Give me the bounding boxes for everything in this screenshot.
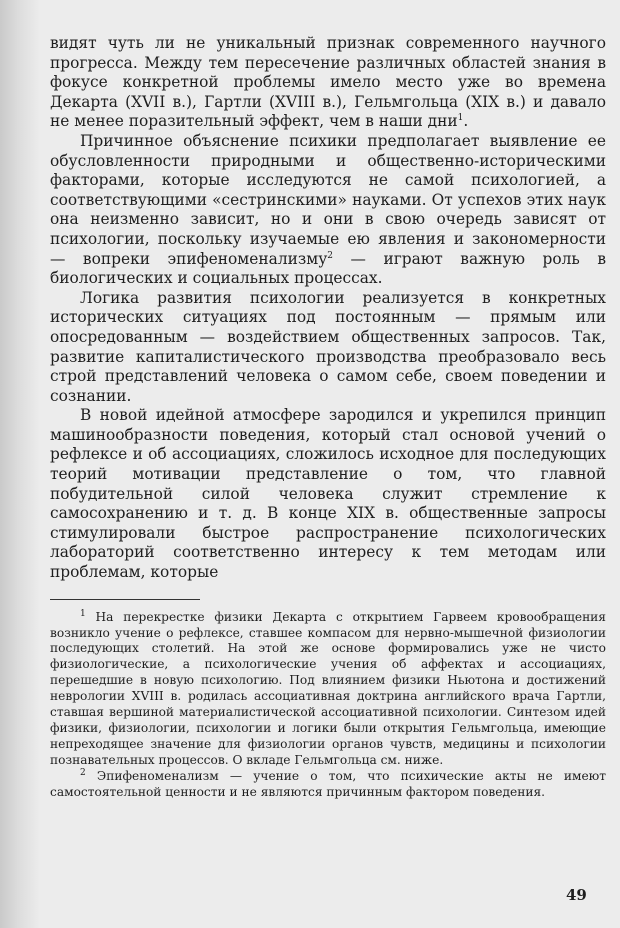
- page-number: 49: [566, 886, 587, 904]
- book-page: [50, 34, 606, 801]
- paragraph-1: видят чуть ли не уникальный признак современного научного прогресса. Между тем пересечение различных областей знания в фокусе конкретной проблемы имело место уже во времена Декарта (XVII в.), Гартли (XVIII в.), Гельмгольца (XIX в.) и давало не менее поразительный эффект, чем в наши дни$^1$.: [50, 34, 606, 131]
- footnote-ref-2: 2: [327, 250, 334, 261]
- paragraph-4: В новой идейной атмосфере зародился и укрепился принцип машинообразности поведения, который стал основой учений о рефлексе и об ассоциациях, сложилось исходное для последующих теорий мотивации представление о том, что главной побудительной силой человека служит стремление к самосохранению и т. д. В конце XIX в. общественные запросы стимулировали быстрое распространение психологических лабораторий соответственно интересу к тем методам или проблемам, которые: [50, 406, 606, 582]
- footnote-1: $^1$ На перекрестке физики Декарта с открытием Гарвеем кровообращения возникло учение о рефлексе, ставшее компасом для нервно-мышечной физиологии последующих столетий. На этой же основе формировались уже не чисто физиологические, а психологические учения об аффектах и ассоциациях, перешедшие в новую психологию. Под влиянием физики Ньютона и достижений неврологии XVIII в. родилась ассоциативная доктрина английского врача Гартли, ставшая вершиной материалистической ассоциативной психологии. Синтезом идей физики, физиологии, психологии и логики были открытия Гельмгольца, имеющие непреходящее значение для физиологии органов чувств, медицины и психологии познавательных процессов. О вкладе Гельмгольца см. ниже.: [50, 608, 606, 767]
- footnote-divider: [50, 599, 200, 600]
- scan-page-edge: [0, 0, 40, 928]
- footnotes: [50, 610, 606, 801]
- footnote-ref-1: 1: [457, 113, 464, 124]
- main-text: [50, 34, 606, 583]
- footnote-2: $^2$ Эпифеноменализм — учение о том, что психические акты не имеют самостоятельной ценности и не являются причинным фактором поведения.: [50, 767, 607, 799]
- paragraph-3: Логика развития психологии реализуется в конкретных исторических ситуациях под постоянным — прямым или опосредованным — воздействием общественных запросов. Так, развитие капиталистического производства преобразовало весь строй представлений человека о самом себе, своем поведении и сознании.: [50, 288, 606, 405]
- paragraph-2: Причинное объяснение психики предполагает выявление ее обусловленности природными и общественно-историческими факторами, которые исследуются не самой психологией, а соответствующими «сестринскими» науками. От успехов этих наук она неизменно зависит, но и они в свою очередь зависят от психологии, поскольку изучаемые ею явления и закономерности — вопреки эпифеноменализму$^2$ — играют важную роль в биологических и социальных процессах.: [50, 131, 607, 288]
